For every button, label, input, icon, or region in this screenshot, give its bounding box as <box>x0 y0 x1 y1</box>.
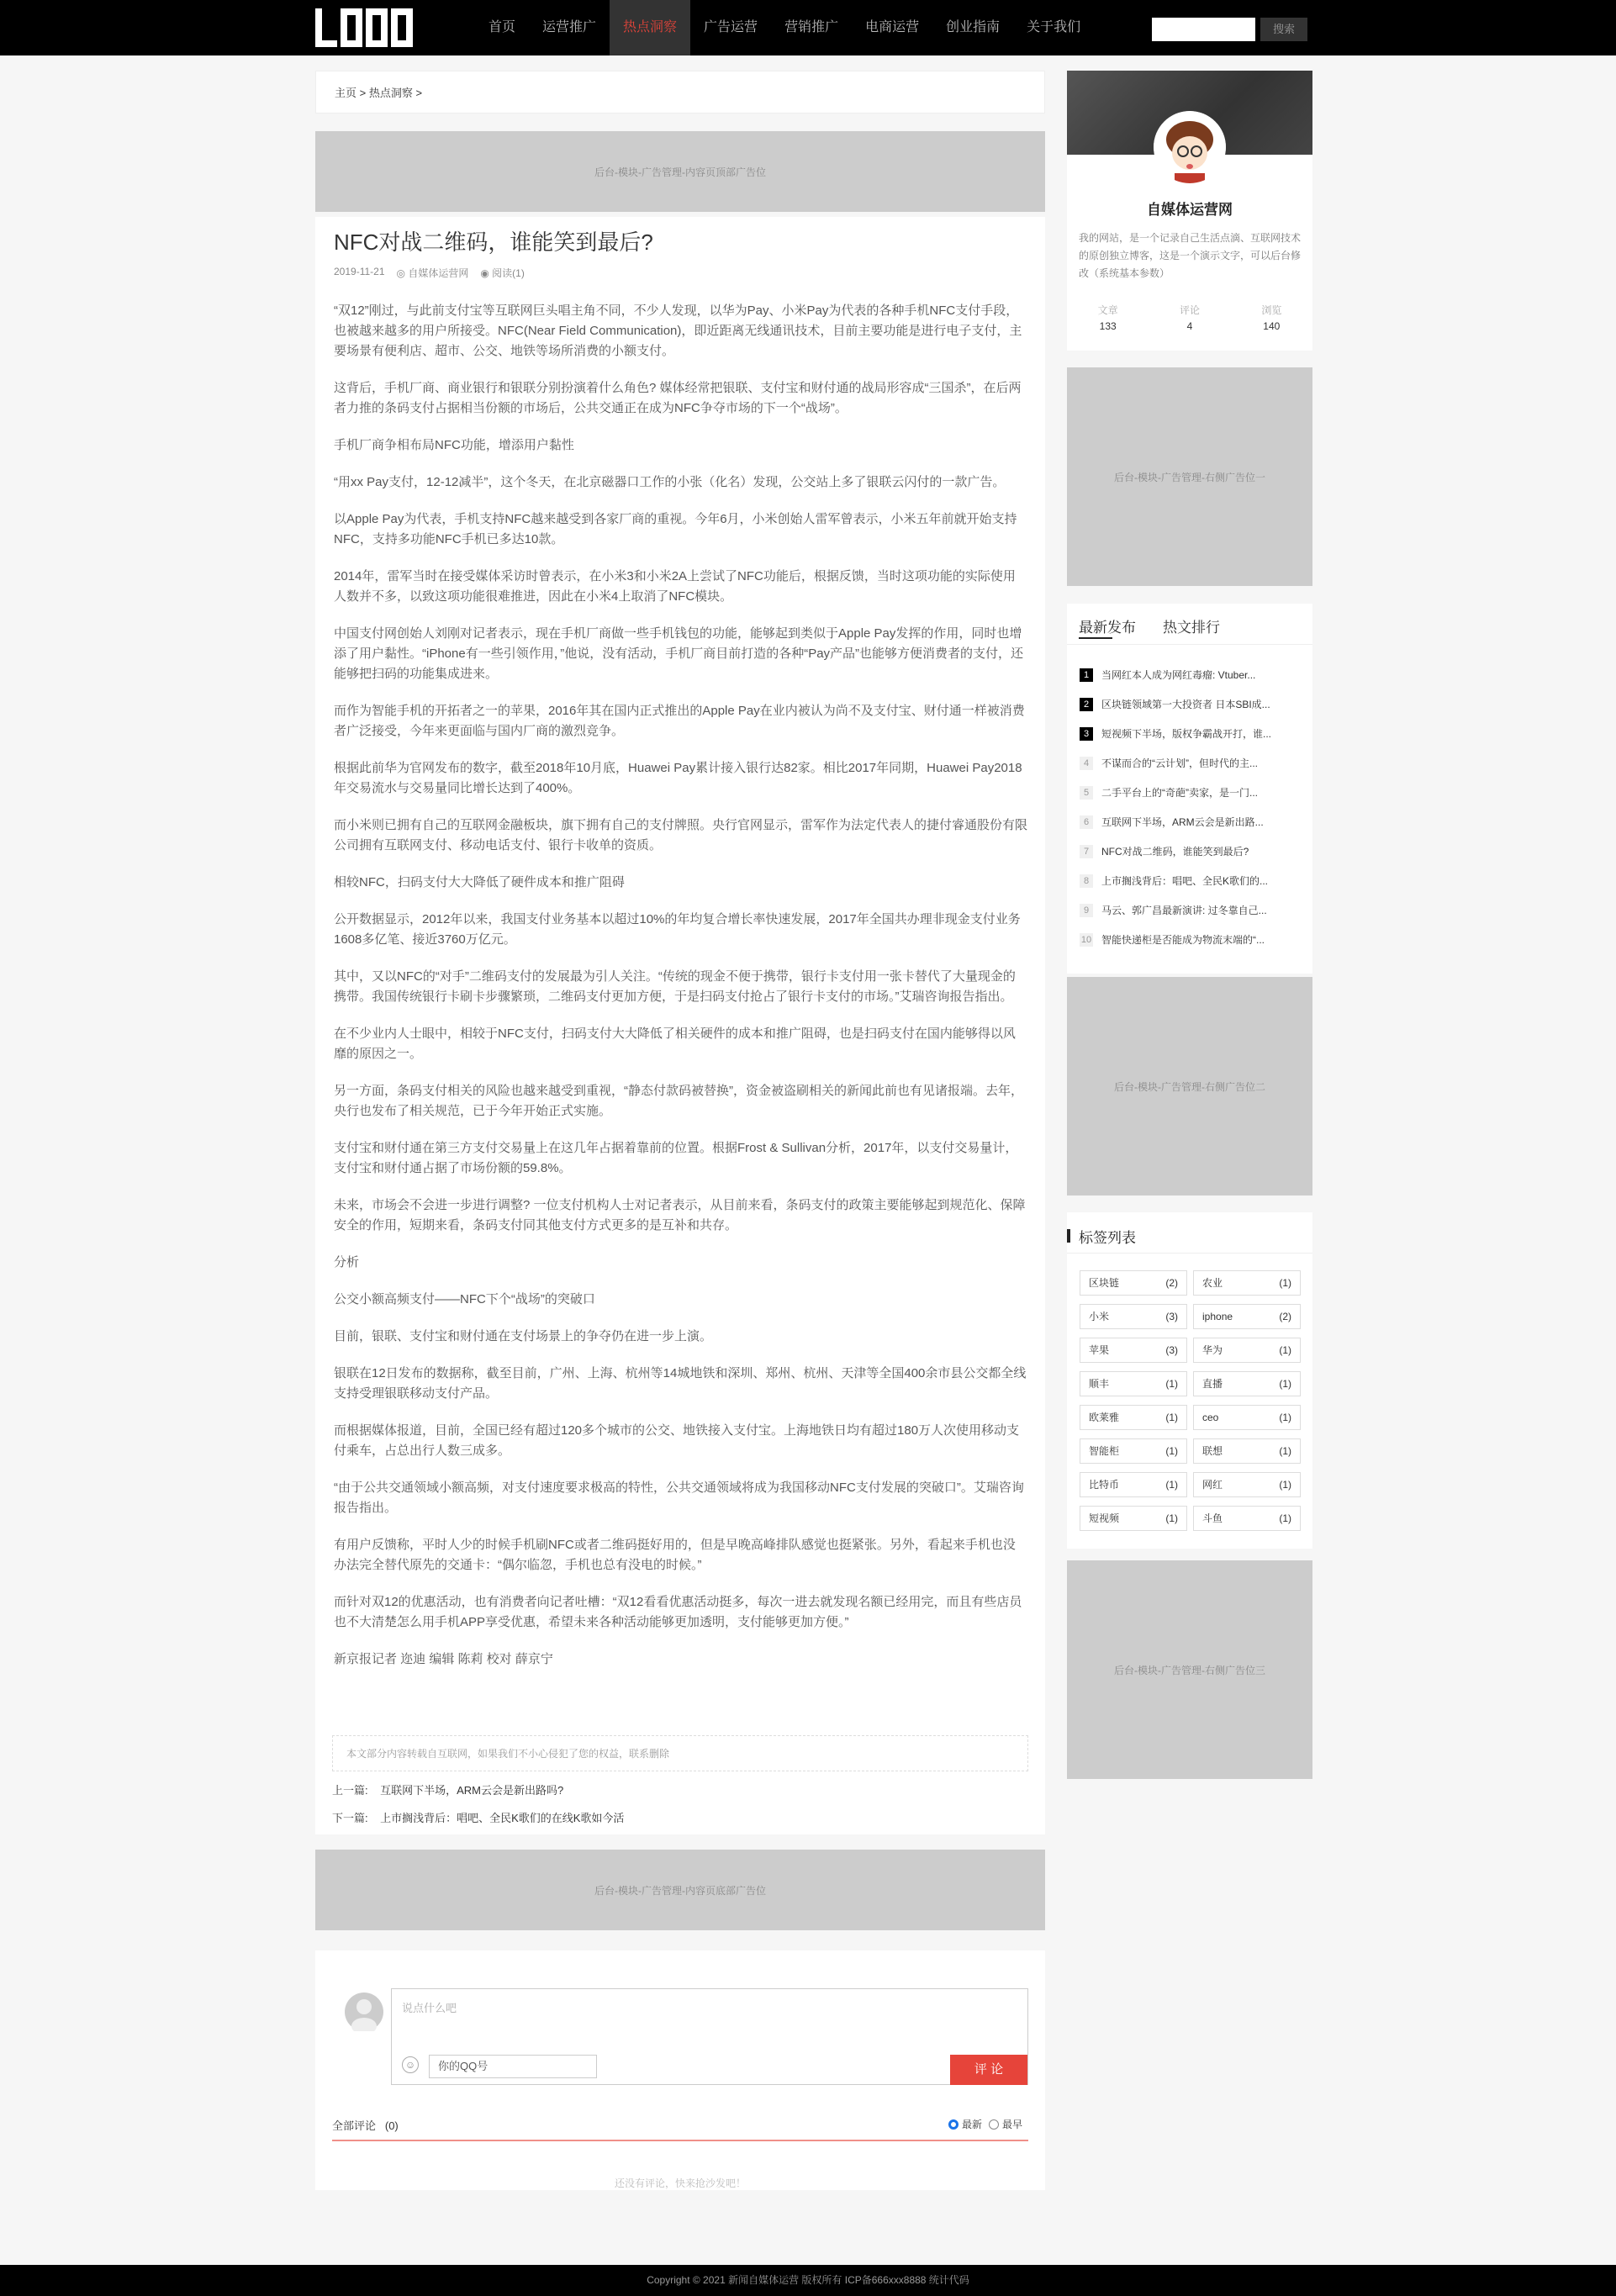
stat-comments <box>1149 303 1230 332</box>
nav-item-insight[interactable]: 热点洞察 <box>610 0 690 55</box>
tag-item[interactable] <box>1080 1506 1187 1531</box>
comment-total-count: (0) <box>384 2119 399 2132</box>
tag-count: (3) <box>1165 1344 1178 1356</box>
article-paragraph: 中国支付网创始人刘刚对记者表示，现在手机厂商做一些手机钱包的功能，能够起到类似于Apple Pay发挥的作用，同时也增添了用户黏性。“iPhone有一些引领作用，”他说，没有活动，手机厂商目前打造的各种“Pay产品”也能够方便消费者的支付，还能够把扫码的功能集成进来。 <box>334 626 1024 681</box>
rank-number: 6 <box>1080 815 1093 829</box>
content-top-ad[interactable]: 后台-模块-广告管理-内容页顶部广告位 <box>315 131 1045 212</box>
article-paragraph: 银联在12日发布的数据称，截至目前，广州、上海、杭州等14城地铁和深圳、郑州、杭州、天津等全国400余市县公交都全线支持受理银联移动支付产品。 <box>334 1366 1027 1401</box>
tag-name: 区块链 <box>1089 1277 1120 1289</box>
article-date: 2019-11-21 <box>334 266 385 277</box>
ranking-item-title[interactable]: 当网红本人成为网红毒瘤: Vtuber... <box>1101 669 1256 681</box>
article-reads: 阅读(1) <box>492 267 525 279</box>
tag-name: 直播 <box>1202 1378 1223 1390</box>
ranking-item[interactable] <box>1080 925 1300 954</box>
avatar <box>1154 111 1226 183</box>
comment-total-label: 全部评论 <box>332 2119 377 2132</box>
tag-item[interactable] <box>1193 1270 1301 1296</box>
ranking-item[interactable] <box>1080 689 1300 719</box>
article-paragraph: “用xx Pay支付，12-12减半”，这个冬天，在北京磁器口工作的小张（化名）发现，公交站上多了银联云闪付的一款广告。 <box>334 475 1006 489</box>
tag-name: ceo <box>1202 1412 1219 1423</box>
comment-count <box>332 2117 399 2133</box>
divider <box>1067 644 1312 645</box>
tag-count: (1) <box>1279 1344 1291 1356</box>
tag-count: (1) <box>1165 1479 1178 1491</box>
ranking-item[interactable] <box>1080 807 1300 837</box>
article-paragraph: 在不少业内人士眼中，相较于NFC支付，扫码支付大大降低了相关硬件的成本和推广阻碍，也是扫码支付在国内能够得以风靡的原因之一。 <box>334 1027 1016 1061</box>
next-link[interactable]: 上市搁浅背后：唱吧、全民K歌们的在线K歌如今活 <box>380 1812 625 1824</box>
rank-number: 8 <box>1080 874 1093 888</box>
ranking-item[interactable] <box>1080 660 1300 689</box>
article-paragraph: 2014年，雷军当时在接受媒体采访时曾表示，在小米3和小米2A上尝试了NFC功能后，根据反馈，当时这项功能的实际使用人数并不多，以致这项功能很难推进，因此在小米4上取消了NFC模块。 <box>334 569 1016 604</box>
right-ad-1[interactable]: 后台-模块-广告管理-右侧广告位一 <box>1067 367 1312 586</box>
right-ad-3[interactable]: 后台-模块-广告管理-右侧广告位三 <box>1067 1560 1312 1779</box>
article-paragraph: 而根据媒体报道，目前，全国已经有超过120多个城市的公交、地铁接入支付宝。上海地铁日均有超过180万人次使用移动支付乘车，占总出行人数三成多。 <box>334 1423 1020 1458</box>
tag-count: (1) <box>1165 1412 1178 1423</box>
article-paragraph: 根据此前华为官网发布的数字，截至2018年10月底，Huawei Pay累计接入银行达82家。相比2017年同期，Huawei Pay2018年交易流水与交易量同比增长达到了400%。 <box>334 761 1022 795</box>
article-paragraph: 公交小额高频支付——NFC下个“战场”的突破口 <box>334 1292 595 1306</box>
tag-count: (1) <box>1279 1445 1291 1457</box>
ranking-list <box>1080 660 1300 954</box>
tag-name: 华为 <box>1202 1344 1223 1356</box>
tag-name: 顺丰 <box>1089 1378 1110 1390</box>
stat-value: 4 <box>1186 320 1193 332</box>
tag-count: (1) <box>1279 1512 1291 1524</box>
article-paragraph: 新京报记者 迩迪 编辑 陈莉 校对 薛京宁 <box>334 1652 553 1666</box>
tag-name: 斗鱼 <box>1202 1512 1223 1524</box>
eye-icon: ◉ <box>480 267 489 279</box>
tag-name: 比特币 <box>1089 1479 1120 1491</box>
top-nav-bar <box>0 0 1616 55</box>
comment-sort <box>948 2117 1022 2131</box>
article-paragraph: 支付宝和财付通在第三方支付交易量上在这几年占据着靠前的位置。根据Frost & Sullivan分析，2017年，以支付交易量计，支付宝和财付通占据了市场份额的59.8%。 <box>334 1141 1018 1175</box>
sort-oldest-label[interactable]: 最早 <box>1002 2119 1023 2130</box>
nav-item-about[interactable]: 关于我们 <box>1027 20 1081 34</box>
ranking-item-title[interactable]: 不谋而合的“云计划”，但时代的主... <box>1101 757 1258 769</box>
tag-name: 网红 <box>1202 1479 1223 1491</box>
tag-name: 短视频 <box>1089 1512 1120 1524</box>
search-button[interactable]: 搜索 <box>1260 18 1307 41</box>
nav-item-home[interactable]: 首页 <box>488 20 516 34</box>
tag-name: 欧莱雅 <box>1089 1412 1120 1423</box>
tag-count: (1) <box>1279 1277 1291 1289</box>
rank-number: 1 <box>1080 668 1093 682</box>
site-logo[interactable] <box>315 8 413 47</box>
article-paragraph: 而小米则已拥有自己的互联网金融板块，旗下拥有自己的支付牌照。央行官网显示，雷军作为法定代表人的捷付睿通股份有限公司拥有互联网支付、移动电话支付、银行卡收单的资质。 <box>334 818 1028 852</box>
rank-number: 10 <box>1080 934 1092 945</box>
stat-articles <box>1067 303 1149 332</box>
user-icon: ◎ <box>396 267 405 279</box>
rank-number: 4 <box>1080 757 1093 770</box>
tag-count: (1) <box>1165 1378 1178 1390</box>
comment-divider <box>332 2140 1028 2141</box>
profile-stats <box>1067 303 1312 332</box>
sort-oldest-radio[interactable] <box>989 2119 999 2130</box>
tag-name: 联想 <box>1202 1445 1223 1457</box>
tag-name: 小米 <box>1089 1311 1110 1322</box>
rank-number: 7 <box>1080 845 1093 858</box>
tag-item[interactable] <box>1080 1405 1187 1430</box>
breadcrumb <box>315 71 1045 113</box>
stat-label: 文章 <box>1097 304 1118 316</box>
content-bottom-ad[interactable]: 后台-模块-广告管理-内容页底部广告位 <box>315 1850 1045 1930</box>
breadcrumb-home[interactable]: 主页 <box>335 87 357 99</box>
tag-item[interactable] <box>1080 1472 1187 1497</box>
ranking-item[interactable] <box>1080 719 1300 748</box>
article-reads-wrap <box>480 266 525 280</box>
tag-count: (1) <box>1279 1479 1291 1491</box>
avatar <box>345 1993 383 2031</box>
article-paragraph: 而针对双12的优惠活动，也有消费者向记者吐槽：“双12看看优惠活动挺多，每次一进去就发现名额已经用完，而且有些店员也不大清楚怎么用手机APP享受优惠，希望未来各种活动能够更加透明，支付能够更加方便。” <box>334 1595 1022 1629</box>
ranking-item-title[interactable]: 短视频下半场，版权争霸战开打，谁... <box>1101 728 1272 740</box>
tags-marker <box>1067 1229 1070 1243</box>
tag-item[interactable] <box>1193 1405 1301 1430</box>
article-paragraph: 分析 <box>334 1255 360 1269</box>
emoji-icon[interactable]: ☺ <box>402 2056 419 2073</box>
article-paragraph: 以Apple Pay为代表，手机支持NFC越来越受到各家厂商的重视。今年6月，小米创始人雷军曾表示，小米五年前就开始支持NFC，支持多功能NFC手机已多达10款。 <box>334 512 1017 546</box>
tag-item[interactable] <box>1193 1338 1301 1363</box>
article-paragraph: 而作为智能手机的开拓者之一的苹果，2016年其在国内正式推出的Apple Pay在业内被认为尚不及支付宝、财付通一样被消费者广泛接受，今年来更面临与国内厂商的激烈竞争。 <box>334 704 1025 738</box>
ranking-item[interactable] <box>1080 837 1300 866</box>
nav-item-ads[interactable]: 广告运营 <box>704 20 758 34</box>
profile-card <box>1067 71 1312 351</box>
tag-item[interactable] <box>1193 1438 1301 1464</box>
article-paragraph: 目前，银联、支付宝和财付通在支付场景上的争夺仍在进一步上演。 <box>334 1329 713 1343</box>
tag-item[interactable] <box>1080 1338 1187 1363</box>
divider <box>1067 1253 1312 1254</box>
tag-name: 苹果 <box>1089 1344 1110 1356</box>
tag-item[interactable] <box>1193 1472 1301 1497</box>
ranking-item[interactable] <box>1080 895 1300 925</box>
rank-number: 3 <box>1080 727 1093 741</box>
next-label: 下一篇: <box>332 1812 368 1824</box>
article-paragraph: 另一方面，条码支付相关的风险也越来越受到重视，“静态付款码被替换”，资金被盗刷相关的新闻此前也有见诸报端。去年，央行也发布了相关规范，已于今年开始正式实施。 <box>334 1084 1023 1118</box>
tag-item[interactable] <box>1080 1304 1187 1329</box>
tag-item[interactable] <box>1080 1371 1187 1396</box>
tag-count: (1) <box>1279 1378 1291 1390</box>
nav-item-ecommerce[interactable]: 电商运营 <box>865 20 920 34</box>
stat-value: 140 <box>1263 320 1281 332</box>
tag-item[interactable] <box>1193 1506 1301 1531</box>
article-paragraph: 公开数据显示，2012年以来，我国支付业务基本以超过10%的年均复合增长率快速发展，2017年全国共办理非现金支付业务1608多亿笔、接近3760万亿元。 <box>334 912 1021 947</box>
tab-latest[interactable]: 最新发布 <box>1079 620 1136 636</box>
article-paragraph: “由于公共交通领域小额高频，对支付速度要求极高的特性，公共交通领域将成为我国移动NFC支付发展的突破口”。艾瑞咨询报告指出。 <box>334 1481 1024 1515</box>
article-paragraph: 未来，市场会不会进一步进行调整? 一位支付机构人士对记者表示，从目前来看，条码支付的政策主要能够起到规范化、保障安全的作用，短期来看，条码支付同其他支付方式更多的是互补和共存。 <box>334 1198 1026 1232</box>
ranking-item-title[interactable]: 二手平台上的“奇葩”卖家，是一门... <box>1101 787 1258 799</box>
stat-value: 133 <box>1099 320 1117 332</box>
tag-count: (1) <box>1165 1445 1178 1457</box>
ranking-item-title[interactable]: 互联网下半场，ARM云会是新出路... <box>1101 816 1264 828</box>
prev-label: 上一篇: <box>332 1784 368 1797</box>
article-author-wrap <box>397 266 469 280</box>
rank-number: 9 <box>1080 904 1093 917</box>
rank-number: 5 <box>1080 786 1093 800</box>
tag-item[interactable] <box>1193 1371 1301 1396</box>
article-paragraph: 有用户反馈称，平时人少的时候手机刷NFC或者二维码挺好用的，但是早晚高峰排队感觉也挺紧张。另外，看起来手机也没办法完全替代原先的交通卡：“偶尔临忽，手机也总有没电的时候。” <box>334 1538 1016 1572</box>
right-ad-2[interactable]: 后台-模块-广告管理-右侧广告位二 <box>1067 977 1312 1196</box>
article-body <box>334 301 1027 1686</box>
ranking-item[interactable] <box>1080 778 1300 807</box>
breadcrumb-separator: > <box>415 87 423 99</box>
article-paragraph: 这背后，手机厂商、商业银行和银联分别扮演着什么角色? 媒体经常把银联、支付宝和财付通的战局形容成“三国杀”，在后两者力推的条码支付占据相当份额的市场后，公共交通正在成为NFC争夺市场的下一个“战场”。 <box>334 381 1022 415</box>
tags-title: 标签列表 <box>1079 1230 1136 1246</box>
ranking-item-title[interactable]: 智能快递柜是否能成为物流末端的“... <box>1101 934 1265 946</box>
empty-comments: 还没有评论，快来抢沙发吧！ <box>614 2177 746 2189</box>
tag-item[interactable] <box>1193 1304 1301 1329</box>
ranking-item-title[interactable]: 上市搁浅背后：唱吧、全民K歌们的... <box>1101 875 1269 887</box>
tag-name: iphone <box>1202 1311 1233 1322</box>
copyright-notice: 本文部分内容转载自互联网，如果我们不小心侵犯了您的权益，联系删除 <box>332 1735 1028 1771</box>
prev-link[interactable]: 互联网下半场，ARM云会是新出路吗? <box>380 1784 564 1797</box>
sort-newest-radio[interactable] <box>948 2119 959 2130</box>
stat-views <box>1231 303 1312 332</box>
tag-count: (1) <box>1165 1512 1178 1524</box>
article-title: NFC对战二维码，谁能笑到最后? <box>334 230 653 255</box>
tag-name: 智能柜 <box>1089 1445 1120 1457</box>
comment-box <box>391 1988 1028 2085</box>
footer: Copyright © 2021 新闻自媒体运营 版权所有 ICP备666xxx8888 统计代码 <box>0 2265 1616 2296</box>
ranking-item[interactable] <box>1080 866 1300 895</box>
comment-textarea[interactable]: 说点什么吧 <box>402 2002 457 2014</box>
tag-count: (2) <box>1165 1277 1178 1289</box>
rank-number: 2 <box>1080 698 1093 711</box>
tag-count: (2) <box>1279 1311 1291 1322</box>
tag-item[interactable] <box>1080 1270 1187 1296</box>
article-author[interactable]: 自媒体运营网 <box>408 267 469 279</box>
breadcrumb-current[interactable]: 热点洞察 <box>368 87 413 99</box>
submit-comment-button[interactable]: 评 论 <box>950 2055 1027 2085</box>
stat-label: 浏览 <box>1261 304 1282 316</box>
tag-name: 农业 <box>1202 1277 1223 1289</box>
stat-label: 评论 <box>1179 304 1200 316</box>
ranking-item[interactable] <box>1080 748 1300 778</box>
main-nav <box>475 0 1094 55</box>
breadcrumb-separator: > <box>359 87 367 99</box>
ranking-item-title[interactable]: 区块链领域第一大投资者 日本SBI成... <box>1101 699 1270 710</box>
next-article <box>332 1809 624 1825</box>
article-paragraph: 相较NFC，扫码支付大大降低了硬件成本和推广阻碍 <box>334 875 625 889</box>
article-paragraph: “双12”刚过，与此前支付宝等互联网巨头唱主角不同，不少人发现，以华为Pay、小米Pay为代表的各种手机NFC支付手段，也被越来越多的用户所接受。NFC(Near Field Communication)，即近距离无线通讯技术，目前主要功能是进行电子支付，主要场景有便利店、超市、公交、地铁等场所消费的小额支付。 <box>334 303 1022 358</box>
article-paragraph: 手机厂商争相布局NFC功能，增添用户黏性 <box>334 438 574 452</box>
article-paragraph: 其中，又以NFC的“对手”二维码支付的发展最为引人关注。“传统的现金不便于携带，银行卡支付用一张卡替代了大量现金的携带。我国传统银行卡刷卡步骤繁琐，二维码支付更加方便，于是扫码支付抢占了银行卡支付的市场。”艾瑞咨询报告指出。 <box>334 969 1016 1004</box>
tab-hot[interactable]: 热文排行 <box>1163 620 1220 636</box>
tab-active-indicator <box>1079 637 1112 639</box>
profile-name: 自媒体运营网 <box>1147 202 1233 218</box>
qq-input[interactable]: 你的QQ号 <box>429 2055 597 2078</box>
nav-item-operation[interactable]: 运营推广 <box>542 20 597 34</box>
sort-newest-label[interactable]: 最新 <box>962 2119 983 2130</box>
article-meta <box>334 266 525 280</box>
tag-count: (1) <box>1279 1412 1291 1423</box>
tag-item[interactable] <box>1080 1438 1187 1464</box>
ranking-item-title[interactable]: NFC对战二维码，谁能笑到最后? <box>1101 846 1249 858</box>
tag-count: (3) <box>1165 1311 1178 1322</box>
profile-desc: 我的网站，是一个记录自己生活点滴、互联网技术的原创独立博客，这是一个演示文字，可以后台修改（系统基本参数） <box>1079 232 1302 279</box>
search-input[interactable] <box>1152 18 1255 41</box>
nav-item-marketing[interactable]: 营销推广 <box>784 20 839 34</box>
prev-article <box>332 1781 563 1797</box>
nav-item-startup[interactable]: 创业指南 <box>946 20 1001 34</box>
ranking-item-title[interactable]: 马云、郭广昌最新演讲: 过冬靠自己... <box>1101 905 1267 916</box>
